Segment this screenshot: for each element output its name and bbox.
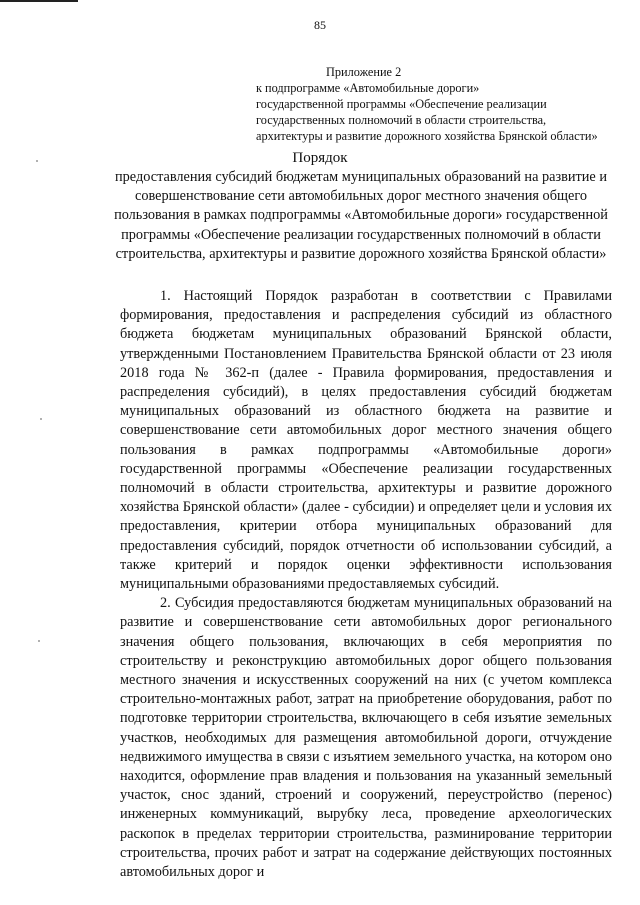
document-body xyxy=(120,287,612,882)
document-subtitle: предоставления субсидий бюджетам муниципальных образований на развитие и совершенствование сети автомобильных дорог местного значения общего пользования в рамках подпрограммы «Автомобильные дороги» государственной программы «Обеспечение реализации государственных полномочий в области строительства, архитектуры и развитие дорожного хозяйства Брянской области» xyxy=(114,169,608,262)
appendix-title: Приложение 2 xyxy=(326,65,402,79)
top-edge-line xyxy=(0,0,78,2)
appendix-line: архитектуры и развитие дорожного хозяйства Брянской области» xyxy=(256,129,598,143)
appendix-header xyxy=(256,64,626,144)
appendix-line: государственных полномочий в области строительства, xyxy=(256,113,547,127)
paragraph: 1. Настоящий Порядок разработан в соответствии с Правилами формирования, предоставления и распределения субсидий из областного бюджета бюджетам муниципальных образований Брянской области, утвержденными Постановлением Правительства Брянской области от 23 июля 2018 года № 362-п (далее - Правила формирования, предоставления и распределения субсидий), в целях предоставления субсидий бюджетам муниципальных образований из областного бюджета на развитие и совершенствование сети автомобильных дорог местного значения общего пользования в рамках подпрограммы «Автомобильные дороги» государственной программы «Обеспечение реализации государственных полномочий в области строительства, архитектуры и развитие дорожного хозяйства Брянской области» (далее - субсидии) и определяет цели и условия их предоставления, критерии отбора муниципальных образований для предоставления субсидий, порядок отчетности об использовании субсидий, а также критерий и порядок оценки эффективности использования муниципальными образованиями предоставляемых субсидий. xyxy=(120,288,612,593)
appendix-line: к подпрограмме «Автомобильные дороги» xyxy=(256,81,480,95)
appendix-line: государственной программы «Обеспечение реализации xyxy=(256,97,547,111)
scan-speck xyxy=(40,418,42,420)
document-title: Порядок xyxy=(292,150,348,166)
scan-speck xyxy=(38,640,40,642)
page-number: 85 xyxy=(314,18,326,32)
paragraph: 2. Субсидия предоставляются бюджетам муниципальных образований на развитие и совершенствование сети автомобильных дорог регионального значения общего пользования, включающих в себя мероприятия по строительству и реконструкцию автомобильных дорог общего пользования местного значения и искусственных сооружений на них (с учетом комплекса строительно-монтажных работ, затрат на приобретение оборудования, работ по подготовке территории строительства, включающего в себя изъятие земельных участков, необходимых для размещения автомобильной дороги, отчуждение недвижимого имущества в связи с изъятием земельного участка, на котором оно находится, оформление прав владения и пользования на указанный земельный участок, снос зданий, строений и сооружений, переустройство (перенос) инженерных коммуникаций, вырубку леса, проведение археологических раскопок в пределах территории строительства, разминирование территории строительства, прочих работ и затрат на содержание действующих постоянных автомобильных дорог и xyxy=(120,595,612,881)
